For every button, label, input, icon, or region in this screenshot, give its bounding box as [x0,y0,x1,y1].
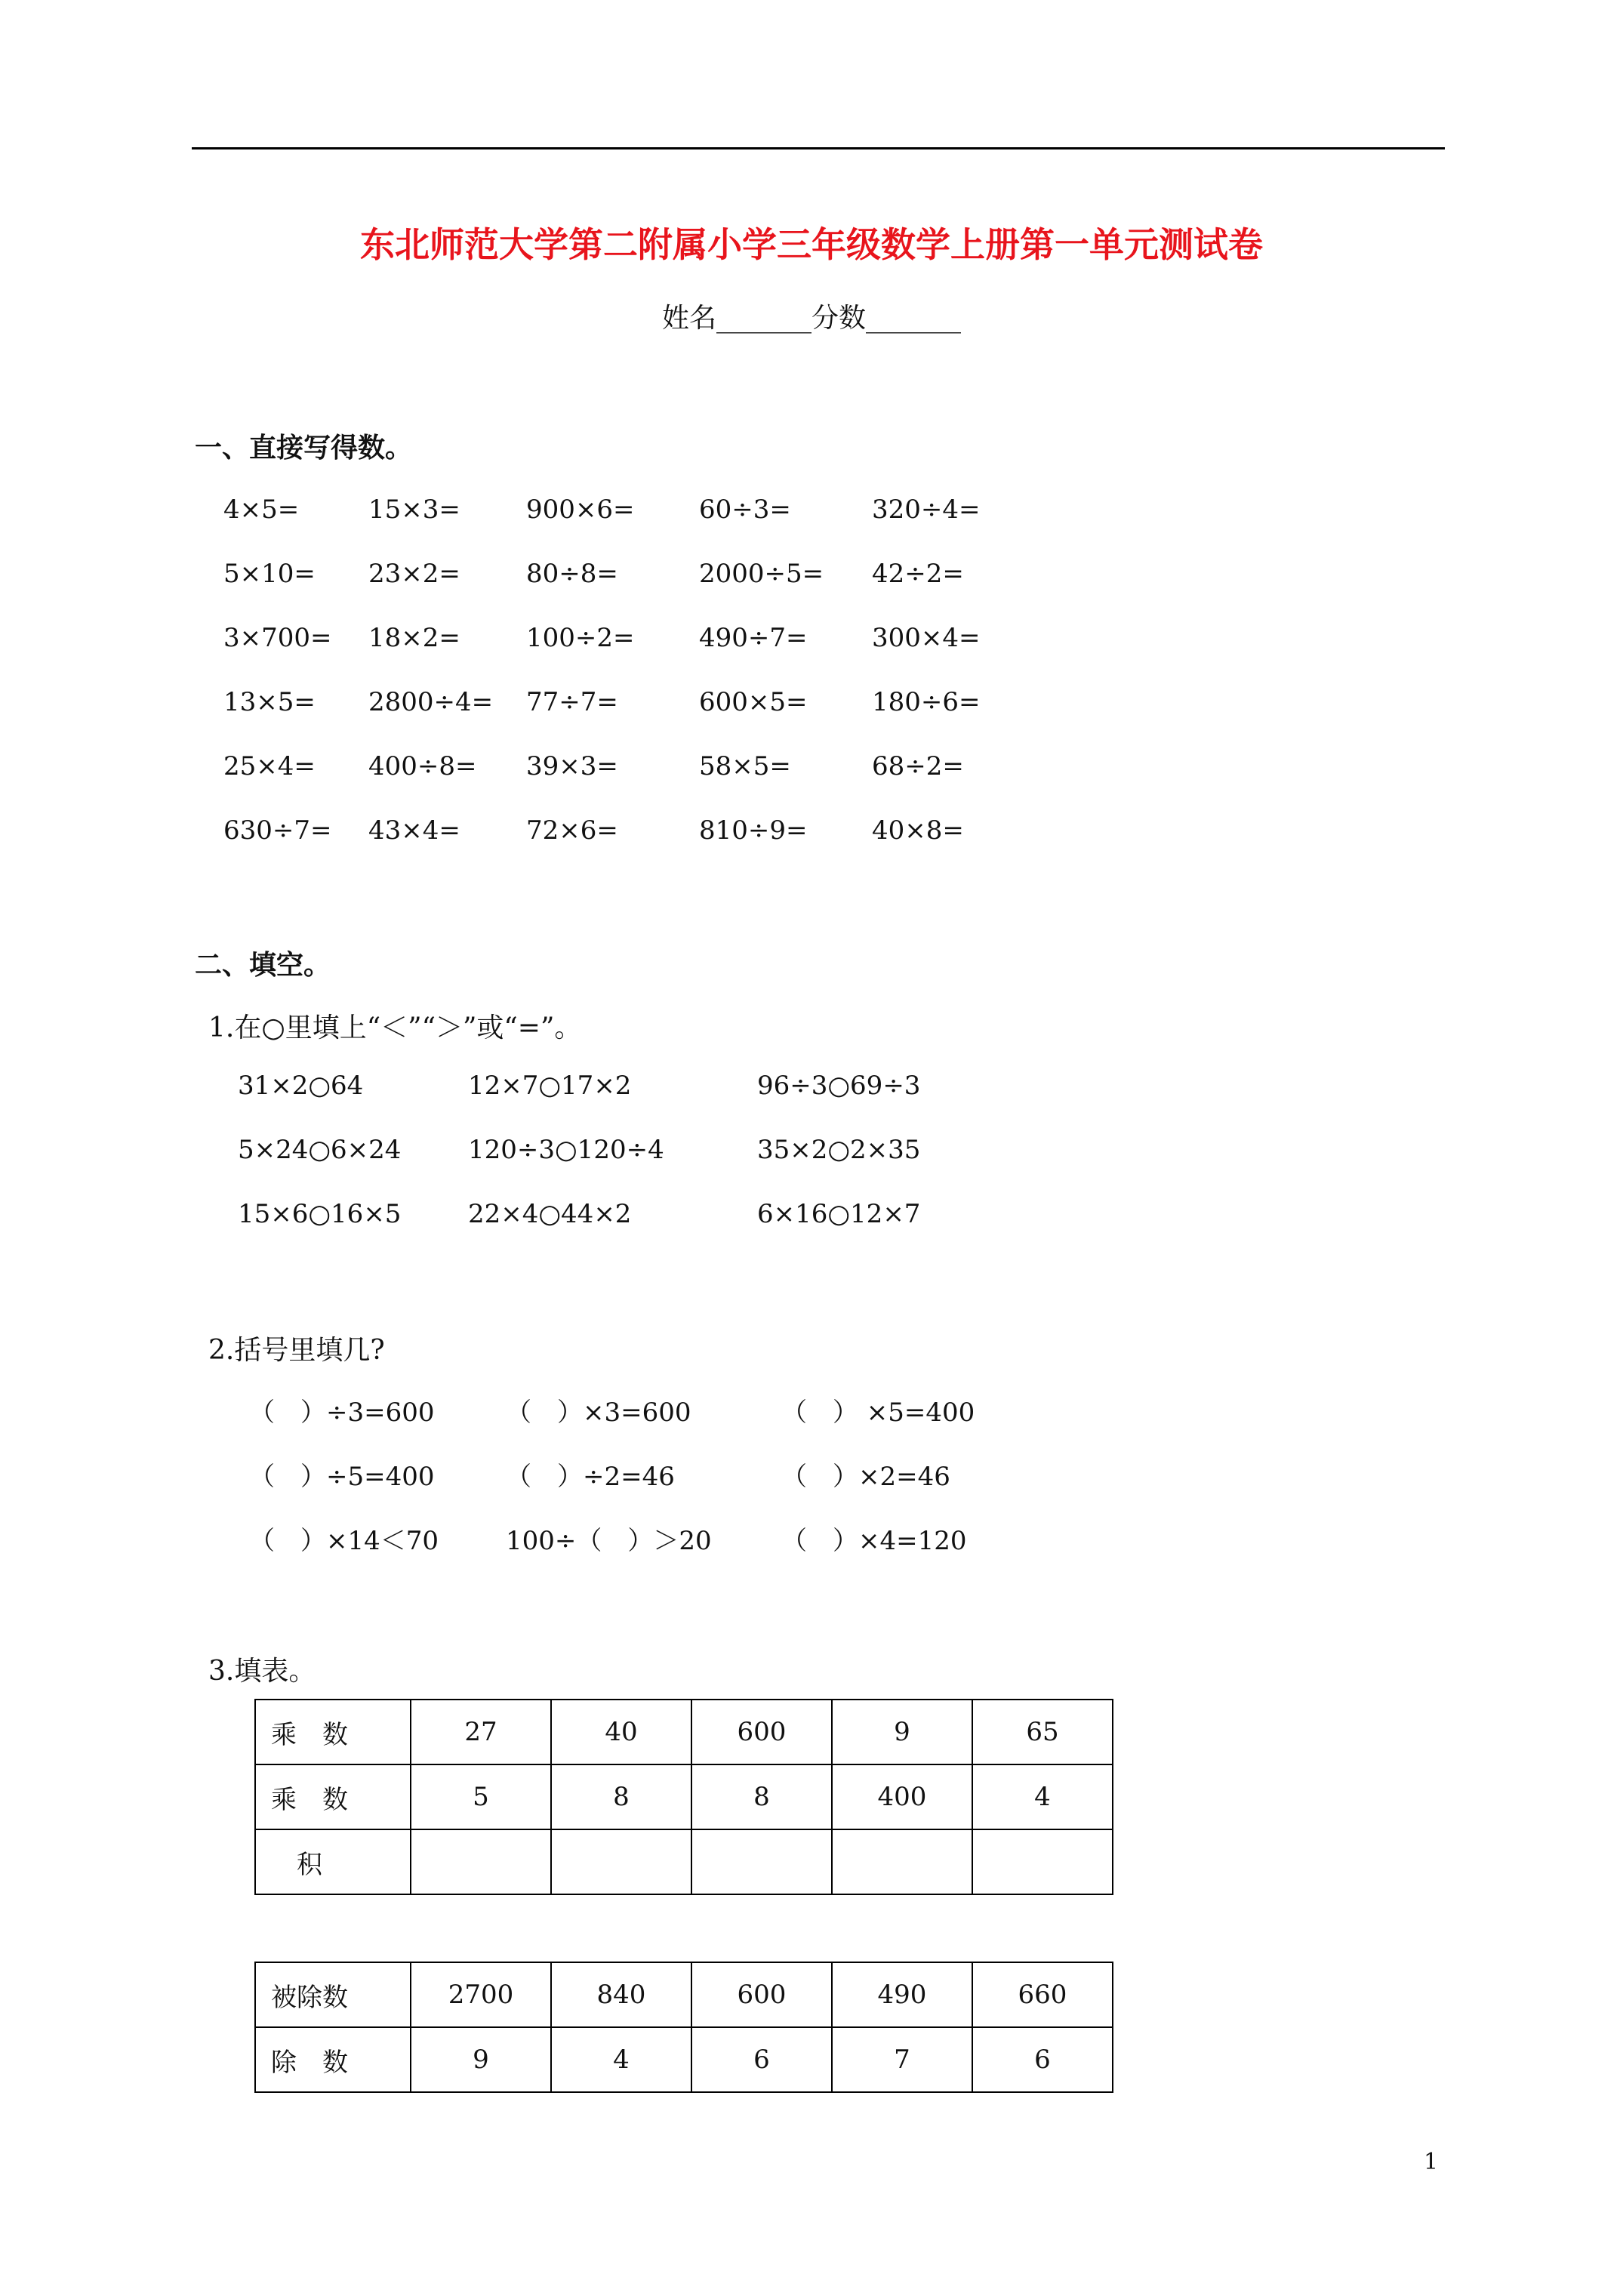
table-cell: 9 [832,1700,972,1764]
comparison-problem: 15×6○16×5 [238,1199,402,1229]
table-cell [972,1829,1113,1894]
table-cell: 4 [551,2027,691,2092]
arithmetic-problem: 60÷3= [699,495,791,525]
arithmetic-problem: 25×4= [223,751,316,781]
table-cell: 490 [832,1962,972,2027]
arithmetic-problem: 300×4= [872,623,981,653]
table-cell: 40 [551,1700,691,1764]
arithmetic-problem: 490÷7= [699,623,808,653]
table-cell: 5 [411,1764,551,1829]
table-cell: 8 [691,1764,832,1829]
comparison-problem: 35×2○2×35 [757,1135,921,1165]
arithmetic-problem: 23×2= [368,559,460,589]
arithmetic-problem: 630÷7= [223,815,332,846]
table-cell [832,1829,972,1894]
table-cell: 6 [691,2027,832,2092]
arithmetic-problem: 58×5= [699,751,791,781]
q3-label: 3.填表。 [208,1656,316,1687]
arithmetic-problem: 2000÷5= [699,559,824,589]
arithmetic-problem: 80÷8= [526,559,618,589]
table-cell: 4 [972,1764,1113,1829]
table-cell: 2700 [411,1962,551,2027]
arithmetic-problem: 13×5= [223,687,316,717]
arithmetic-problem: 15×3= [368,495,460,525]
table-cell: 9 [411,2027,551,2092]
table-row [255,1764,1113,1829]
section1-heading: 一、直接写得数。 [195,433,413,464]
table-row-header: 被除数 [255,1962,411,2027]
table-row-header: 积 [255,1829,411,1894]
table-cell: 660 [972,1962,1113,2027]
arithmetic-problem: 77÷7= [526,687,618,717]
header-rule [192,147,1445,149]
bracket-problem: （ ）×4=120 [781,1526,967,1556]
table-row-header: 除 数 [255,2027,411,2092]
comparison-problem: 22×4○44×2 [468,1199,632,1229]
table-cell [551,1829,691,1894]
bracket-problem: （ ）×3=600 [506,1398,691,1428]
table-cell: 8 [551,1764,691,1829]
comparison-problem: 5×24○6×24 [238,1135,402,1165]
arithmetic-problem: 39×3= [526,751,618,781]
table-row [255,1962,1113,2027]
comparison-problem: 31×2○64 [238,1071,364,1101]
table-row-header: 乘 数 [255,1764,411,1829]
arithmetic-problem: 18×2= [368,623,460,653]
table-row [255,1829,1113,1894]
bracket-problem: （ ）÷5=400 [249,1462,435,1492]
arithmetic-problem: 5×10= [223,559,316,589]
arithmetic-problem: 42÷2= [872,559,964,589]
comparison-problem: 12×7○17×2 [468,1071,632,1101]
comparison-problem: 96÷3○69÷3 [757,1071,921,1101]
table-cell: 600 [691,1700,832,1764]
table-row [255,1700,1113,1764]
multiplication-table [254,1699,1113,1895]
table-cell [691,1829,832,1894]
table-row-header: 乘 数 [255,1700,411,1764]
page-number: 1 [1424,2149,1439,2175]
arithmetic-problem: 40×8= [872,815,964,846]
section2-heading: 二、填空。 [195,950,331,981]
bracket-problem: （ ）÷3=600 [249,1398,435,1428]
table-row [255,2027,1113,2092]
table-cell: 65 [972,1700,1113,1764]
arithmetic-problem: 400÷8= [368,751,477,781]
arithmetic-problem: 43×4= [368,815,460,846]
table-cell [411,1829,551,1894]
arithmetic-problem: 72×6= [526,815,618,846]
table-cell: 600 [691,1962,832,2027]
arithmetic-problem: 4×5= [223,495,300,525]
table-cell: 7 [832,2027,972,2092]
table-cell: 27 [411,1700,551,1764]
arithmetic-problem: 810÷9= [699,815,808,846]
arithmetic-problem: 320÷4= [872,495,981,525]
bracket-problem: （ ）×14＜70 [249,1526,439,1556]
name-score-line: 姓名_______分数_______ [661,303,961,334]
table-cell: 840 [551,1962,691,2027]
arithmetic-problem: 180÷6= [872,687,981,717]
arithmetic-problem: 68÷2= [872,751,964,781]
bracket-problem: （ ）÷2=46 [506,1462,675,1492]
bracket-problem: （ ）×2=46 [781,1462,950,1492]
q2-label: 2.括号里填几? [208,1335,385,1366]
arithmetic-problem: 100÷2= [526,623,635,653]
division-table [254,1962,1113,2093]
arithmetic-problem: 600×5= [699,687,808,717]
bracket-problem: （ ） ×5=400 [781,1398,975,1428]
arithmetic-problem: 900×6= [526,495,635,525]
table-cell: 400 [832,1764,972,1829]
table-cell: 6 [972,2027,1113,2092]
bracket-problem: 100÷（ ）＞20 [506,1526,712,1556]
arithmetic-problem: 3×700= [223,623,332,653]
comparison-problem: 120÷3○120÷4 [468,1135,664,1165]
page-title: 东北师范大学第二附属小学三年级数学上册第一单元测试卷 [360,224,1263,265]
comparison-problem: 6×16○12×7 [757,1199,921,1229]
arithmetic-problem: 2800÷4= [368,687,494,717]
q1-label: 1.在○里填上“＜”“＞”或“=”。 [208,1012,582,1043]
